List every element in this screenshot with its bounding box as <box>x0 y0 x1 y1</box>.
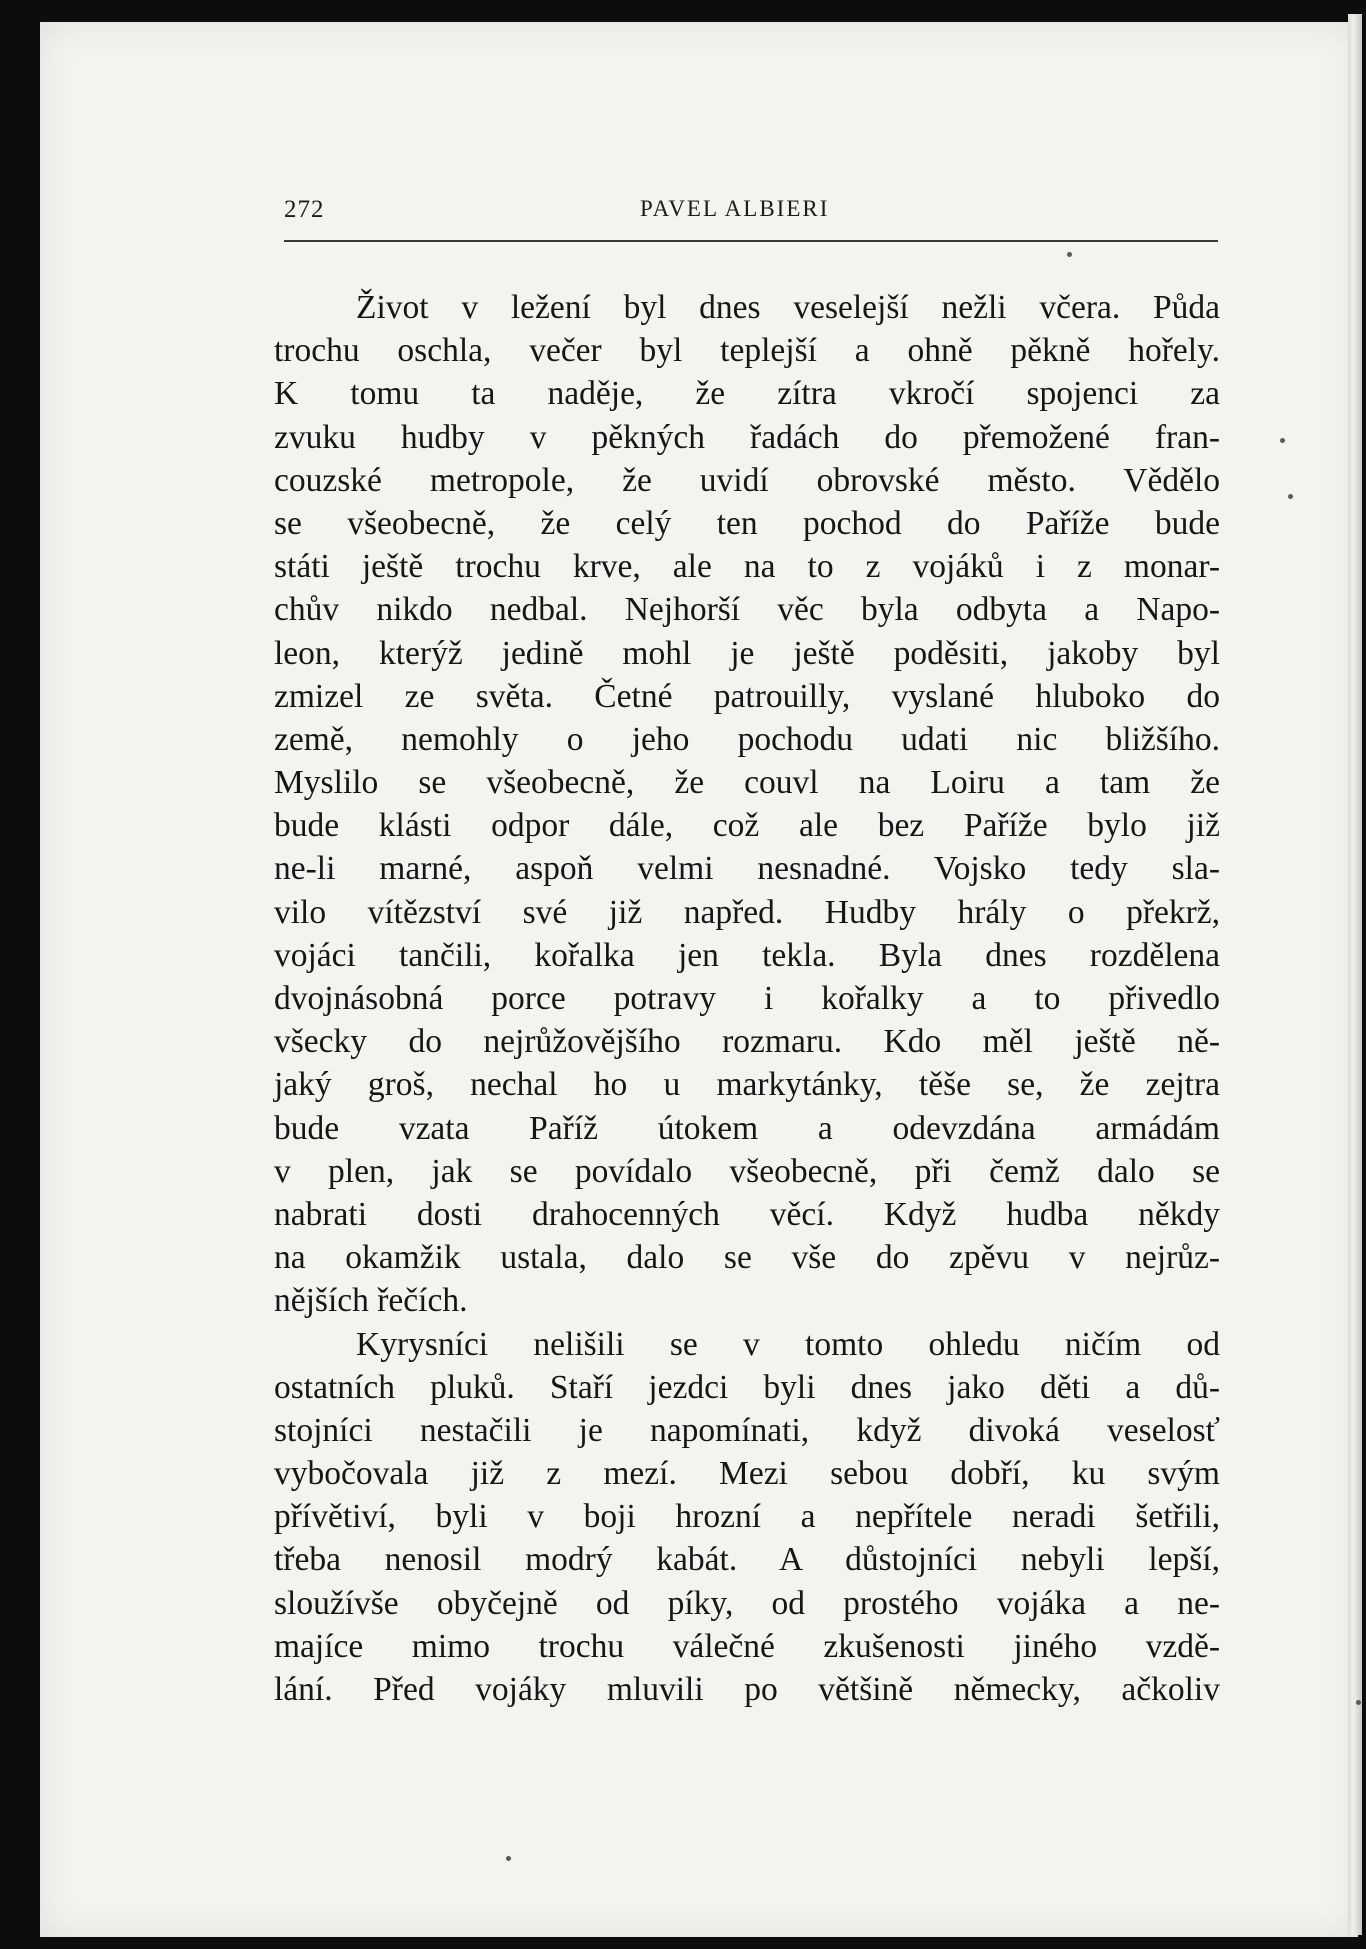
text-line: lání. Před vojáky mluvili po většině německy, ačkoliv <box>274 1671 1220 1708</box>
text-line: vojáci tančili, kořalka jen tekla. Byla dnes rozdělena <box>274 936 1220 974</box>
body-text <box>274 286 1220 1711</box>
text-line: stojníci nestačili je napomínati, když divoká veselosť <box>274 1411 1220 1449</box>
text-line: státi ještě trochu krve, ale na to z vojáků i z monar- <box>274 548 1220 586</box>
text-line: trochu oschla, večer byl teplejší a ohně pěkně hořely. <box>274 332 1220 370</box>
text-line: majíce mimo trochu válečné zkušenosti jiného vzdě- <box>274 1627 1220 1665</box>
text-line: v plen, jak se povídalo všeobecně, při čemž dalo se <box>274 1152 1220 1190</box>
text-line: bude klásti odpor dále, což ale bez Paříže bylo již <box>274 807 1220 845</box>
text-line: Myslilo se všeobecně, že couvl na Loiru a tam že <box>274 764 1220 802</box>
text-line: země, nemohly o jeho pochodu udati nic bližšího. <box>274 720 1220 758</box>
text-line: Kyrysníci nelišili se v tomto ohledu ničím od <box>356 1325 1220 1363</box>
print-speck <box>1067 252 1072 257</box>
text-line: Život v ležení byl dnes veselejší nežli včera. Půda <box>356 289 1220 326</box>
paragraph-2 <box>274 1323 1220 1712</box>
text-line: bude vzata Paříž útokem a odevzdána armádám <box>274 1109 1220 1147</box>
text-line: přívětiví, byli v boji hrozní a nepřítele neradi šetřili, <box>274 1498 1220 1536</box>
text-line: ne-li marné, aspoň velmi nesnadné. Vojsko tedy sla- <box>274 850 1220 888</box>
text-line: leon, kterýž jedině mohl je ještě poděsiti, jakoby byl <box>274 634 1220 672</box>
text-line: na okamžik ustala, dalo se vše do zpěvu v nejrůz- <box>274 1239 1220 1277</box>
text-line: ostatních pluků. Staří jezdci byli dnes jako děti a dů- <box>274 1368 1220 1406</box>
text-line: nabrati dosti drahocenných věcí. Když hudba někdy <box>274 1195 1220 1233</box>
paragraph-1 <box>274 286 1220 1323</box>
header-rule <box>284 240 1218 242</box>
text-line: K tomu ta naděje, že zítra vkročí spojenci za <box>274 375 1220 413</box>
text-line: třeba nenosil modrý kabát. A důstojníci nebyli lepší, <box>274 1541 1220 1579</box>
text-line: dvojnásobná porce potravy i kořalky a to přivedlo <box>274 980 1220 1017</box>
text-line: zmizel ze světa. Četné patrouilly, vyslané hluboko do <box>274 677 1220 715</box>
running-head <box>284 196 1218 226</box>
page-edge <box>1348 14 1362 1935</box>
running-title: PAVEL ALBIERI <box>640 196 830 221</box>
text-line: všecky do nejrůžovějšího rozmaru. Kdo měl ještě ně- <box>274 1023 1220 1061</box>
text-line: jaký groš, nechal ho u markytánky, těše se, že zejtra <box>274 1066 1220 1104</box>
print-speck <box>1288 494 1293 499</box>
text-line: chův nikdo nedbal. Nejhorší věc byla odbyta a Napo- <box>274 591 1220 629</box>
print-speck <box>506 1856 511 1861</box>
text-line: vilo vítězství své již napřed. Hudby hrály o překrž, <box>274 893 1220 931</box>
text-line: zvuku hudby v pěkných řadách do přemožené fran- <box>274 418 1220 456</box>
print-speck <box>1356 1700 1361 1705</box>
page-number: 272 <box>284 196 325 223</box>
text-line: nějších řečích. <box>274 1282 468 1320</box>
text-line: couzské metropole, že uvidí obrovské město. Vědělo <box>274 461 1220 499</box>
text-line: se všeobecně, že celý ten pochod do Paříže bude <box>274 504 1220 542</box>
print-speck <box>1280 438 1285 443</box>
text-line: vybočovala již z mezí. Mezi sebou dobří, ku svým <box>274 1455 1220 1493</box>
text-line: sloužívše obyčejně od píky, od prostého vojáka a ne- <box>274 1584 1220 1622</box>
